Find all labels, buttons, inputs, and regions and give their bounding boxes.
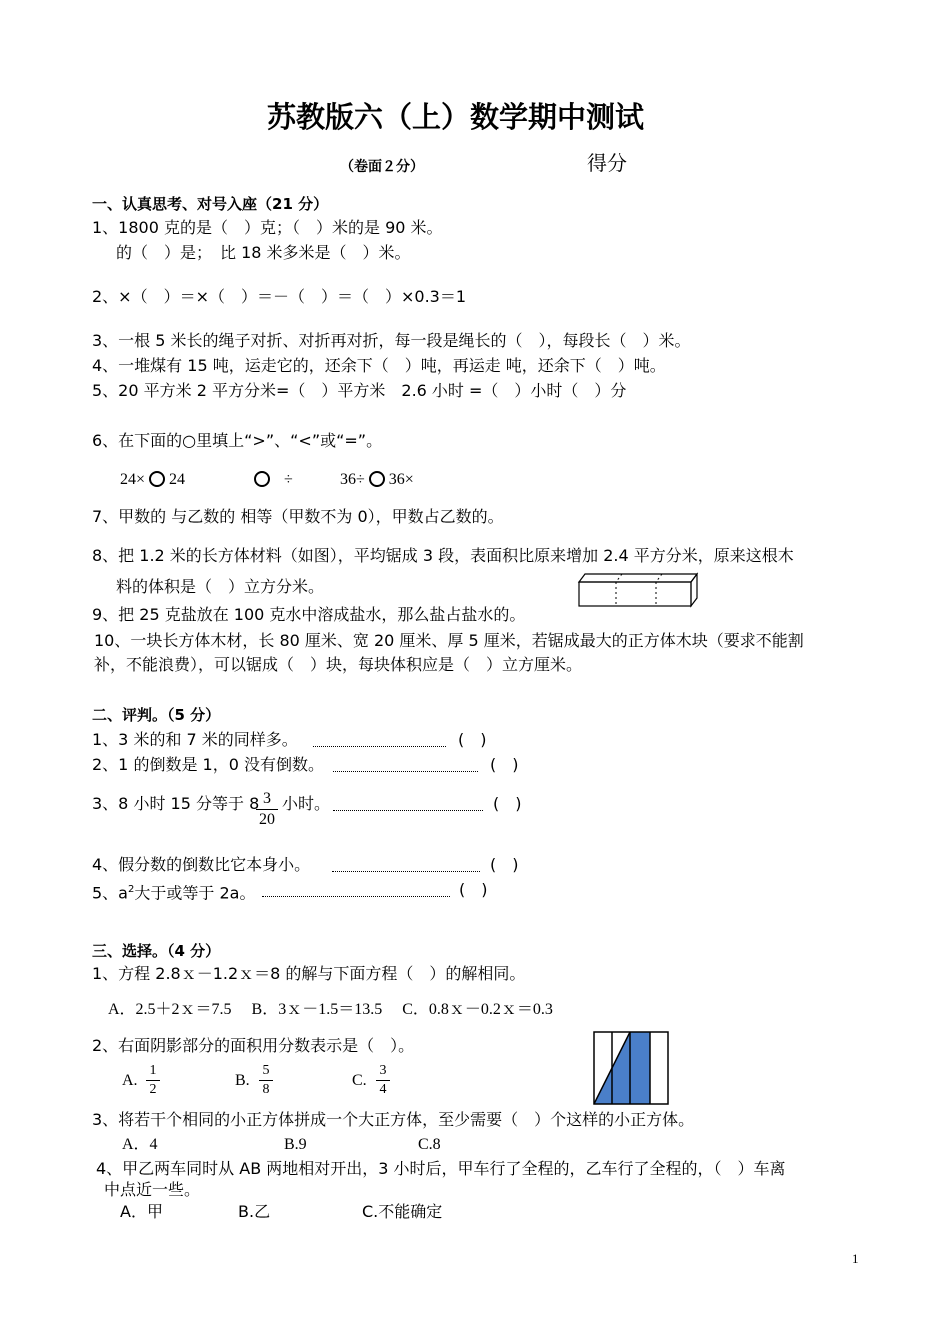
fraction-numerator: 3 [379, 1063, 387, 1078]
compare-c-right: 36× [388, 471, 414, 488]
compare-circle-c[interactable] [369, 471, 385, 487]
cuboid-figure [576, 570, 700, 610]
judge-3-answer[interactable]: ( ) [493, 794, 522, 813]
question-1-7: 7、甲数的 与乙数的 相等（甲数不为 0），甲数占乙数的。 [92, 507, 504, 526]
compare-a [120, 469, 185, 491]
judge-3-post: 小时。 [282, 794, 331, 813]
section-2-heading: 二、评判。（5 分） [92, 706, 221, 724]
choice-2-option-b-fraction [259, 1063, 273, 1098]
fraction-denominator: 20 [259, 811, 275, 828]
shaded-area-figure [592, 1030, 670, 1106]
choice-4-option-c: C.不能确定 [362, 1202, 443, 1221]
fraction-denominator: 2 [149, 1082, 157, 1097]
choice-1-options: A．2.5＋2ｘ＝7.5 B．3ｘ－1.5＝13.5 C．0.8ｘ－0.2ｘ＝0.3 [108, 1001, 553, 1018]
shaded-region [594, 1032, 650, 1104]
leader-dots [333, 810, 483, 811]
compare-circle-a[interactable] [149, 471, 165, 487]
choice-2-option-c-fraction [376, 1063, 390, 1098]
choice-2-option-b-label: B. [235, 1072, 250, 1089]
leader-dots [333, 771, 478, 772]
section-3-heading: 三、选择。（4 分） [92, 942, 221, 960]
page-number: 1 [852, 1251, 859, 1266]
judge-2: 2、1 的倒数是 1，0 没有倒数。 [92, 755, 324, 774]
compare-a-right: 24 [169, 471, 186, 488]
subtitle: （卷面２分） [340, 159, 424, 175]
choice-3-option-c: C.8 [418, 1136, 441, 1153]
compare-c-left: 36÷ [340, 471, 365, 488]
question-1-3: 3、一根 5 米长的绳子对折、对折再对折，每一段是绳长的（ ），每段长（ ）米。 [92, 331, 691, 350]
fraction-denominator: 8 [262, 1082, 270, 1097]
leader-dots [313, 746, 446, 747]
judge-2-answer[interactable]: ( ) [490, 755, 519, 774]
question-1-4: 4、一堆煤有 15 吨，运走它的，还余下（ ）吨，再运走 吨，还余下（ ）吨。 [92, 356, 666, 375]
choice-4a: 4、甲乙两车同时从 AB 两地相对开出，3 小时后，甲车行了全程的，乙车行了全程的，（ ）车离 [96, 1159, 786, 1178]
question-1-9: 9、把 25 克盐放在 100 克水中溶成盐水，那么盐占盐水的。 [92, 605, 526, 624]
fraction-numerator: 5 [262, 1063, 270, 1078]
judge-1: 1、3 米的和 7 米的同样多。 [92, 730, 298, 749]
choice-3-option-a: A．4 [122, 1136, 158, 1153]
fraction-numerator: 1 [149, 1063, 157, 1078]
question-1-8b: 料的体积是（ ）立方分米。 [116, 577, 325, 596]
choice-2-option-c-label: C. [352, 1072, 367, 1089]
choice-4b: 中点近一些。 [104, 1180, 201, 1199]
question-1-1b: 的（ ）是； 比 18 米多米是（ ）米。 [116, 243, 411, 262]
choice-2-option-a-label: A. [122, 1072, 138, 1089]
choice-4-option-a: A．甲 [120, 1202, 163, 1221]
score-label: 得分 [587, 151, 627, 175]
question-1-6: 6、在下面的○里填上“>”、“<”或“=”。 [92, 431, 383, 450]
leader-dots [262, 896, 450, 897]
judge-3-fraction [256, 790, 278, 829]
judge-5-post: 大于或等于 2a。 [134, 883, 256, 903]
question-1-10a: 10、一块长方体木材，长 80 厘米、宽 20 厘米、厚 5 厘米，若锯成最大的正方体木块（要求不能割 [94, 631, 804, 650]
question-1-5: 5、20 平方米 2 平方分米=（ ）平方米 2.6 小时 =（ ）小时（ ）分 [92, 381, 627, 400]
choice-3: 3、将若干个相同的小正方体拼成一个大正方体，至少需要（ ）个这样的小正方体。 [92, 1110, 695, 1129]
compare-a-left: 24× [120, 471, 146, 488]
fraction-denominator: 4 [379, 1082, 387, 1097]
judge-1-answer[interactable]: ( ) [458, 730, 487, 749]
choice-3-option-b: B.9 [284, 1136, 307, 1153]
judge-4: 4、假分数的倒数比它本身小。 [92, 855, 311, 874]
judge-5 [92, 879, 255, 904]
question-1-2: 2、×（ ）＝×（ ）＝－（ ）＝（ ）×0.3＝1 [92, 287, 467, 306]
question-1-10b: 补，不能浪费），可以锯成（ ）块，每块体积应是（ ）立方厘米。 [94, 655, 583, 674]
question-1-1a: 1、1800 克的是（ ）克；（ ）米的是 90 米。 [92, 218, 443, 237]
compare-b-right: ÷ [284, 471, 293, 488]
question-1-8a: 8、把 1.2 米的长方体材料（如图），平均锯成 3 段，表面积比原来增加 2.4 平方分米，原来这根木 [92, 546, 794, 565]
fraction-numerator: 3 [263, 790, 271, 807]
choice-2-option-a-fraction [146, 1063, 160, 1098]
leader-dots [332, 871, 480, 872]
choice-2: 2、右面阴影部分的面积用分数表示是（ ）。 [92, 1036, 415, 1055]
judge-3-pre: 3、8 小时 15 分等于 8 [92, 794, 260, 813]
choice-1: 1、方程 2.8ｘ－1.2ｘ＝8 的解与下面方程（ ）的解相同。 [92, 964, 526, 983]
judge-5-exponent: 2 [128, 884, 135, 895]
compare-circle-b[interactable] [254, 471, 270, 487]
judge-5-answer[interactable]: ( ) [459, 880, 488, 899]
compare-c [340, 469, 414, 491]
judge-4-answer[interactable]: ( ) [490, 855, 519, 874]
page-title: 苏教版六（上）数学期中测试 [267, 100, 645, 134]
compare-b [254, 469, 293, 491]
judge-5-pre: 5、a [92, 883, 128, 903]
section-1-heading: 一、认真思考、对号入座（21 分） [92, 195, 329, 213]
choice-4-option-b: B.乙 [238, 1202, 271, 1221]
